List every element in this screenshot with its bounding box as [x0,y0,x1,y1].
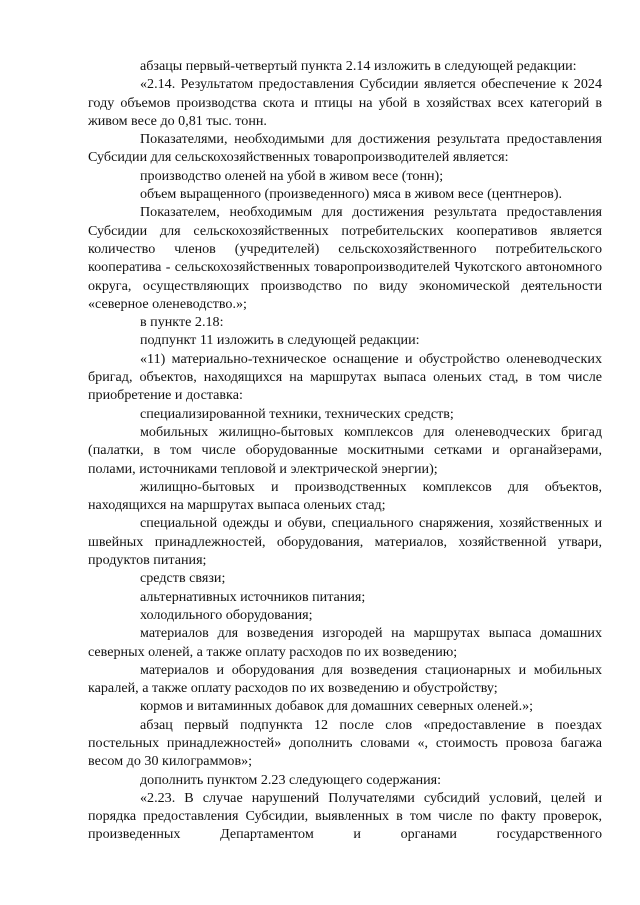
paragraph-13: специальной одежды и обуви, специального снаряжения, хозяйственных и швейных принадлежностей, оборудования, материалов, хозяйственной утвари, продуктов питания; [88,515,602,569]
paragraph-8: подпункт 11 изложить в следующей редакции: [140,332,420,349]
paragraph-16: холодильного оборудования; [140,606,313,623]
paragraph-7: в пункте 2.18: [140,314,224,331]
paragraph-12: жилищно-бытовых и производственных комплексов для объектов, находящихся на маршрутах выпаса оленьих стад; [88,478,602,514]
paragraph-3: Показателями, необходимыми для достижения результата предоставления Субсидии для сельскохозяйственных товаропроизводителей является: [88,131,602,166]
paragraph-14: средств связи; [140,570,226,587]
paragraph-19: кормов и витаминных добавок для домашних северных оленей.»; [140,698,534,715]
paragraph-6: Показателем, необходимым для достижения результата предоставления Субсидии для сельскохозяйственных потребительских кооперативов является количество членов (учредителей) сельскохозяйственного потребительского кооператива - сельскохозяйственных товаропроизводителей Чукотского автономного округа, осуществляющих производство по виду экономической деятельности «северное оленеводство.»; [88,204,602,312]
paragraph-9: «11) материально-техническое оснащение и обустройство оленеводческих бригад, объектов, находящихся на маршрутах выпаса оленьих стад, в том числе приобретение и доставка: [88,350,602,404]
paragraph-15: альтернативных источников питания; [140,588,366,605]
paragraph-18: материалов и оборудования для возведения стационарных и мобильных каралей, а также оплату расходов по их возведению и обустройству; [88,661,602,697]
paragraph-2: «2.14. Результатом предоставления Субсидии является обеспечение к 2024 году объемов производства скота и птицы на убой в хозяйствах всех категорий в живом весе до 0,81 тыс. тонн. [88,76,602,129]
paragraph-5: объем выращенного (произведенного) мяса в живом весе (центнеров). [140,186,563,203]
paragraph-11: мобильных жилищно-бытовых комплексов для оленеводческих бригад (палатки, в том числе оборудованные москитными сетками и органайзерами, полами, источниками тепловой и электрической энергии); [88,423,602,477]
paragraph-10: специализированной техники, технических средств; [140,405,454,422]
paragraph-21: дополнить пунктом 2.23 следующего содержания: [140,771,442,788]
paragraph-22: «2.23. В случае нарушений Получателями субсидий условий, целей и порядка предоставления Субсидии, выявленных в том числе по факту проверок, произведенных Департаментом и органами государственного [88,789,602,843]
paragraph-20: абзац первый подпункта 12 после слов «предоставление в поездах постельных принадлежностей» дополнить словами «, стоимость провоза багажа весом до 30 килограммов»; [88,716,602,770]
paragraph-17: материалов для возведения изгородей на маршрутах выпаса домашних северных оленей, а также оплату расходов по их возведению; [88,625,602,660]
paragraph-4: производство оленей на убой в живом весе (тонн); [140,167,444,184]
paragraph-1: абзацы первый-четвертый пункта 2.14 изложить в следующей редакции: [140,58,577,74]
